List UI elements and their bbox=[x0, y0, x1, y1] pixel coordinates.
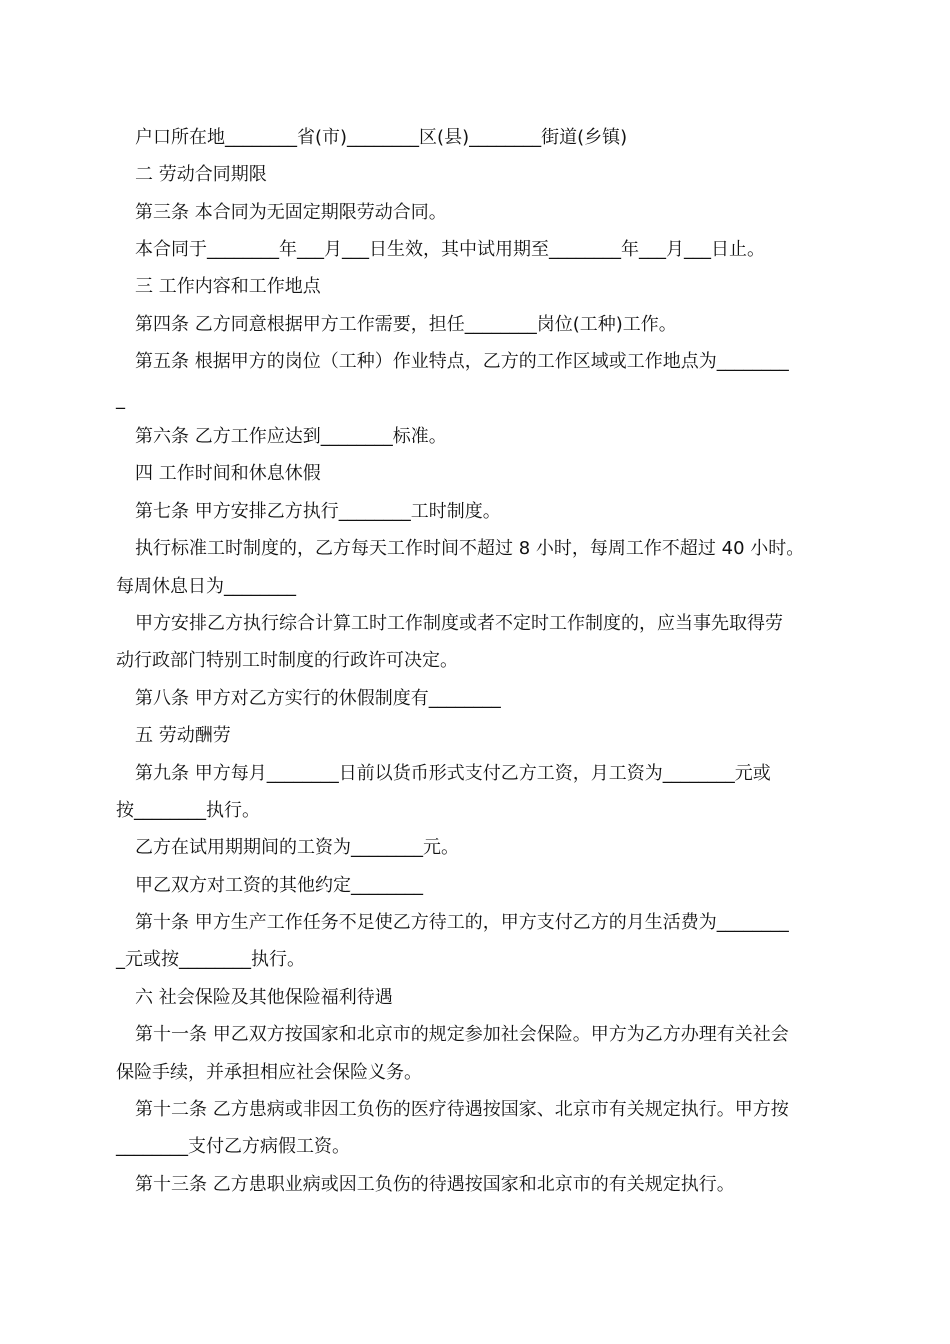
article-4: 第四条 乙方同意根据甲方工作需要，担任________岗位(工种)工作。 bbox=[135, 314, 677, 335]
article-7: 第七条 甲方安排乙方执行________工时制度。 bbox=[135, 501, 501, 522]
probation-wage-line: 乙方在试用期期间的工资为________元。 bbox=[135, 837, 459, 858]
household-registration-line: 户口所在地________省(市)________区(县)________街道(乡镇) bbox=[135, 127, 628, 148]
article-6: 第六条 乙方工作应达到________标准。 bbox=[135, 426, 447, 447]
contract-effective-line: 本合同于________年___月___日生效，其中试用期至________年___月___日止。 bbox=[135, 239, 765, 260]
section-heading-remuneration: 五 劳动酬劳 bbox=[135, 725, 231, 746]
weekly-rest-day-line: 每周休息日为________ bbox=[116, 576, 296, 597]
article-10: 第十条 甲方生产工作任务不足使乙方待工的，甲方支付乙方的月生活费为________ bbox=[135, 912, 789, 933]
article-9-continuation: 按________执行。 bbox=[116, 800, 260, 821]
other-wage-agreement-line: 甲乙双方对工资的其他约定________ bbox=[135, 875, 423, 896]
section-heading-work-content: 三 工作内容和工作地点 bbox=[135, 276, 321, 297]
article-10-continuation: _元或按________执行。 bbox=[116, 949, 305, 970]
special-hours-line: 甲方安排乙方执行综合计算工时工作制度或者不定时工作制度的，应当事先取得劳 bbox=[135, 613, 783, 634]
section-heading-work-hours: 四 工作时间和休息休假 bbox=[135, 463, 321, 484]
section-heading-social-insurance: 六 社会保险及其他保险福利待遇 bbox=[135, 987, 393, 1008]
article-11-continuation: 保险手续，并承担相应社会保险义务。 bbox=[116, 1062, 422, 1083]
article-12-continuation: ________支付乙方病假工资。 bbox=[116, 1136, 350, 1157]
section-heading-contract-term: 二 劳动合同期限 bbox=[135, 164, 267, 185]
article-11: 第十一条 甲乙双方按国家和北京市的规定参加社会保险。甲方为乙方办理有关社会 bbox=[135, 1024, 789, 1045]
article-5-continuation: _ bbox=[116, 389, 125, 410]
article-9: 第九条 甲方每月________日前以货币形式支付乙方工资，月工资为________元或 bbox=[135, 763, 771, 784]
article-12: 第十二条 乙方患病或非因工负伤的医疗待遇按国家、北京市有关规定执行。甲方按 bbox=[135, 1099, 789, 1120]
article-5: 第五条 根据甲方的岗位（工种）作业特点，乙方的工作区域或工作地点为________ bbox=[135, 351, 789, 372]
standard-hours-line: 执行标准工时制度的，乙方每天工作时间不超过 8 小时，每周工作不超过 40 小时。 bbox=[135, 538, 805, 559]
special-hours-continuation: 动行政部门特别工时制度的行政许可决定。 bbox=[116, 650, 458, 671]
article-13: 第十三条 乙方患职业病或因工负伤的待遇按国家和北京市的有关规定执行。 bbox=[135, 1174, 735, 1195]
article-8: 第八条 甲方对乙方实行的休假制度有________ bbox=[135, 688, 501, 709]
article-3: 第三条 本合同为无固定期限劳动合同。 bbox=[135, 202, 447, 223]
